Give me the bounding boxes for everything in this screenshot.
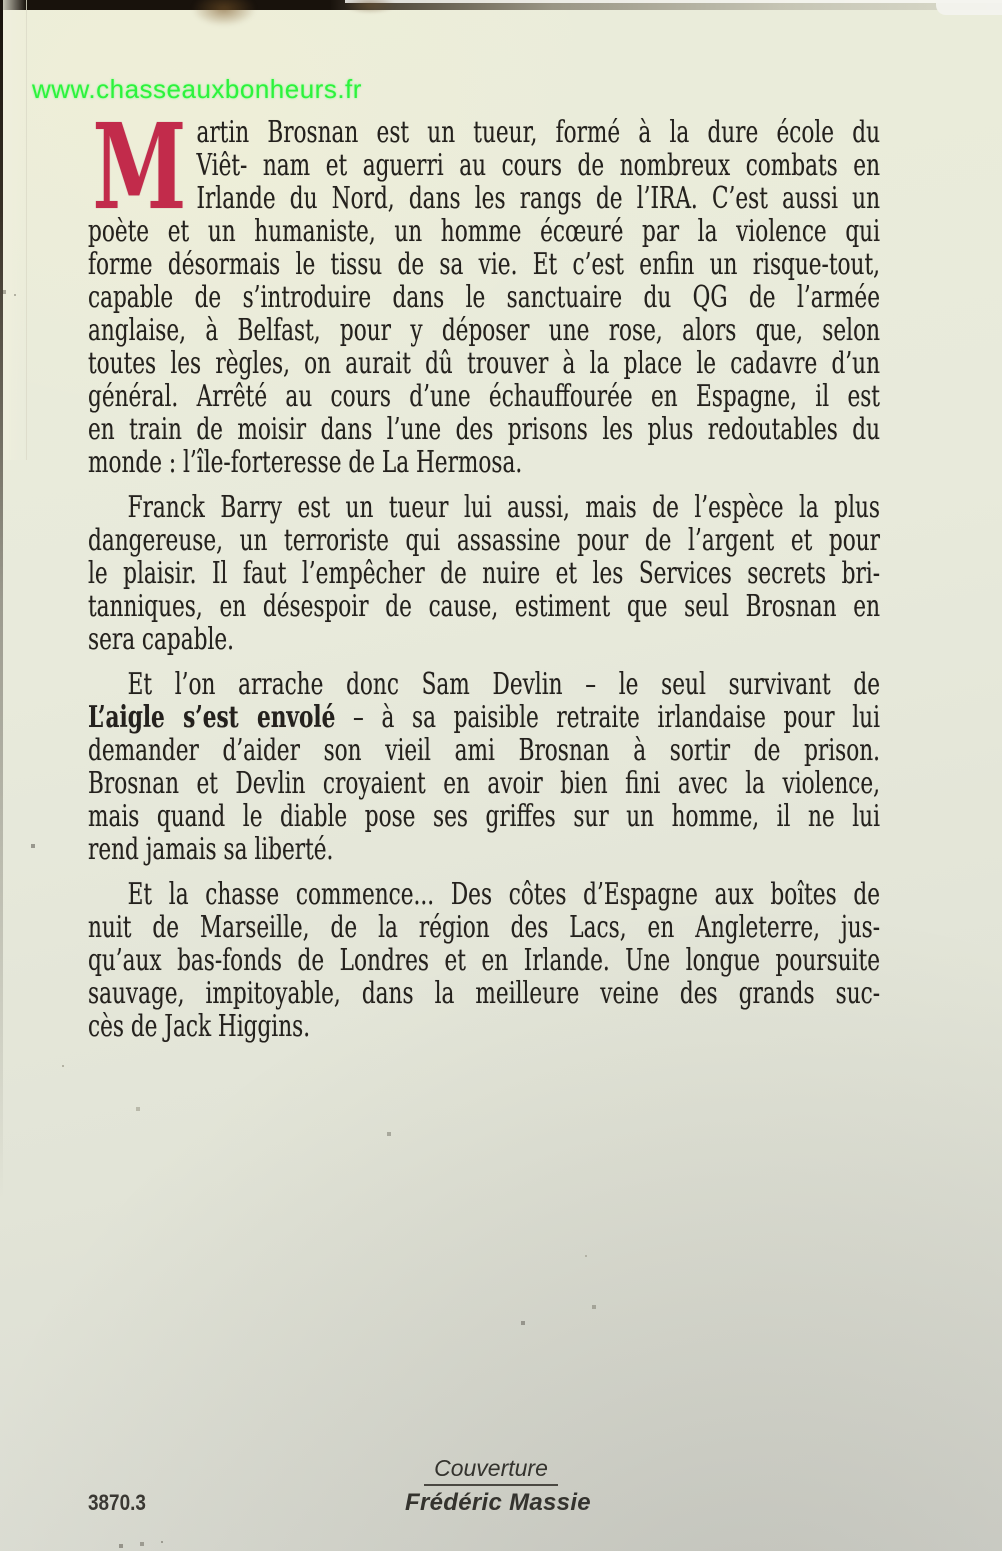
book-title-emphasis: L’aigle s’est envolé	[88, 700, 336, 735]
synopsis-line: Franck Barry est un tueur lui aussi, mais de l’espèce la plus	[127, 490, 881, 525]
synopsis	[88, 97, 881, 1044]
synopsis-line: sauvage, impitoyable, dans la meilleure veine des grands suc-	[88, 976, 881, 1011]
synopsis-line: capable de s’introduire dans le sanctuaire du QG de l’armée	[88, 280, 881, 315]
synopsis-line: Irlande du Nord, dans les rangs de l’IRA. C’est aussi un	[196, 181, 881, 216]
synopsis-line: Brosnan et Devlin croyaient en avoir bien fini avec la violence,	[88, 766, 881, 801]
synopsis-paragraph	[88, 491, 880, 656]
synopsis-line: qu’aux bas-fonds de Londres et en Irlande. Une longue poursuite	[88, 943, 881, 978]
synopsis-line: en train de moisir dans l’une des prisons les plus redoutables du	[88, 412, 881, 447]
synopsis-line: cès de Jack Higgins.	[88, 1009, 311, 1044]
synopsis-line: Et l’on arrache donc Sam Devlin – le seul survivant de	[127, 667, 881, 702]
synopsis-line: artin Brosnan est un tueur, formé à la dure école du	[196, 115, 881, 150]
synopsis-line: L’aigle s’est envolé – à sa paisible retraite irlandaise pour lui	[88, 700, 881, 735]
watermark-url: www.chasseauxbonheurs.fr	[32, 74, 362, 104]
synopsis-paragraph	[88, 668, 880, 866]
synopsis-line: Et la chasse commence... Des côtes d’Espagne aux boîtes de	[127, 877, 881, 912]
synopsis-line: forme désormais le tissu de sa vie. Et c’est enfin un risque-tout,	[88, 247, 881, 282]
cover-credit	[405, 1455, 591, 1516]
synopsis-paragraph	[88, 878, 880, 1043]
paper-stain	[344, 0, 396, 14]
synopsis-line: anglaise, à Belfast, pour y déposer une rose, alors que, selon	[88, 313, 881, 348]
top-edge-highlight	[345, 0, 1002, 3]
synopsis-line: général. Arrêté au cours d’une échauffourée en Espagne, il est	[88, 379, 881, 414]
synopsis-line: poète et un humaniste, un homme écœuré par la violence qui	[88, 214, 881, 249]
synopsis-line: monde : l’île-forteresse de La Hermosa.	[88, 445, 523, 480]
synopsis-line: dangereuse, un terroriste qui assassine pour de l’argent et pour	[88, 523, 881, 558]
synopsis-line: Viêt- nam et aguerri au cours de nombreux combats en	[196, 148, 881, 183]
cover-credit-label: Couverture	[434, 1455, 548, 1481]
synopsis-line: toutes les règles, on aurait dû trouver à la place le cadavre d’un	[88, 346, 881, 381]
left-page-edge	[3, 0, 27, 460]
catalog-number: 3870.3	[88, 1490, 146, 1515]
synopsis-line: mais quand le diable pose ses griffes sur un homme, il ne lui	[88, 799, 881, 834]
paper-stain	[192, 0, 256, 26]
synopsis-line: demander d’aider son vieil ami Brosnan à sortir de prison.	[88, 733, 881, 768]
dust-specks	[0, 0, 2, 2]
synopsis-paragraph	[88, 97, 881, 480]
synopsis-line: tanniques, en désespoir de cause, estiment que seul Brosnan en	[88, 589, 881, 624]
synopsis-line: rend jamais sa liberté.	[88, 832, 334, 867]
drop-cap-letter: M	[92, 97, 187, 236]
synopsis-line: le plaisir. Il faut l’empêcher de nuire et les Services secrets bri-	[88, 556, 881, 591]
cover-credit-name: Frédéric Massie	[405, 1489, 591, 1516]
top-right-light-patch	[936, 0, 1002, 15]
synopsis-line: sera capable.	[88, 622, 235, 657]
synopsis-line: nuit de Marseille, de la région des Lacs, en Angleterre, jus-	[88, 910, 881, 945]
credit-divider	[424, 1484, 558, 1486]
